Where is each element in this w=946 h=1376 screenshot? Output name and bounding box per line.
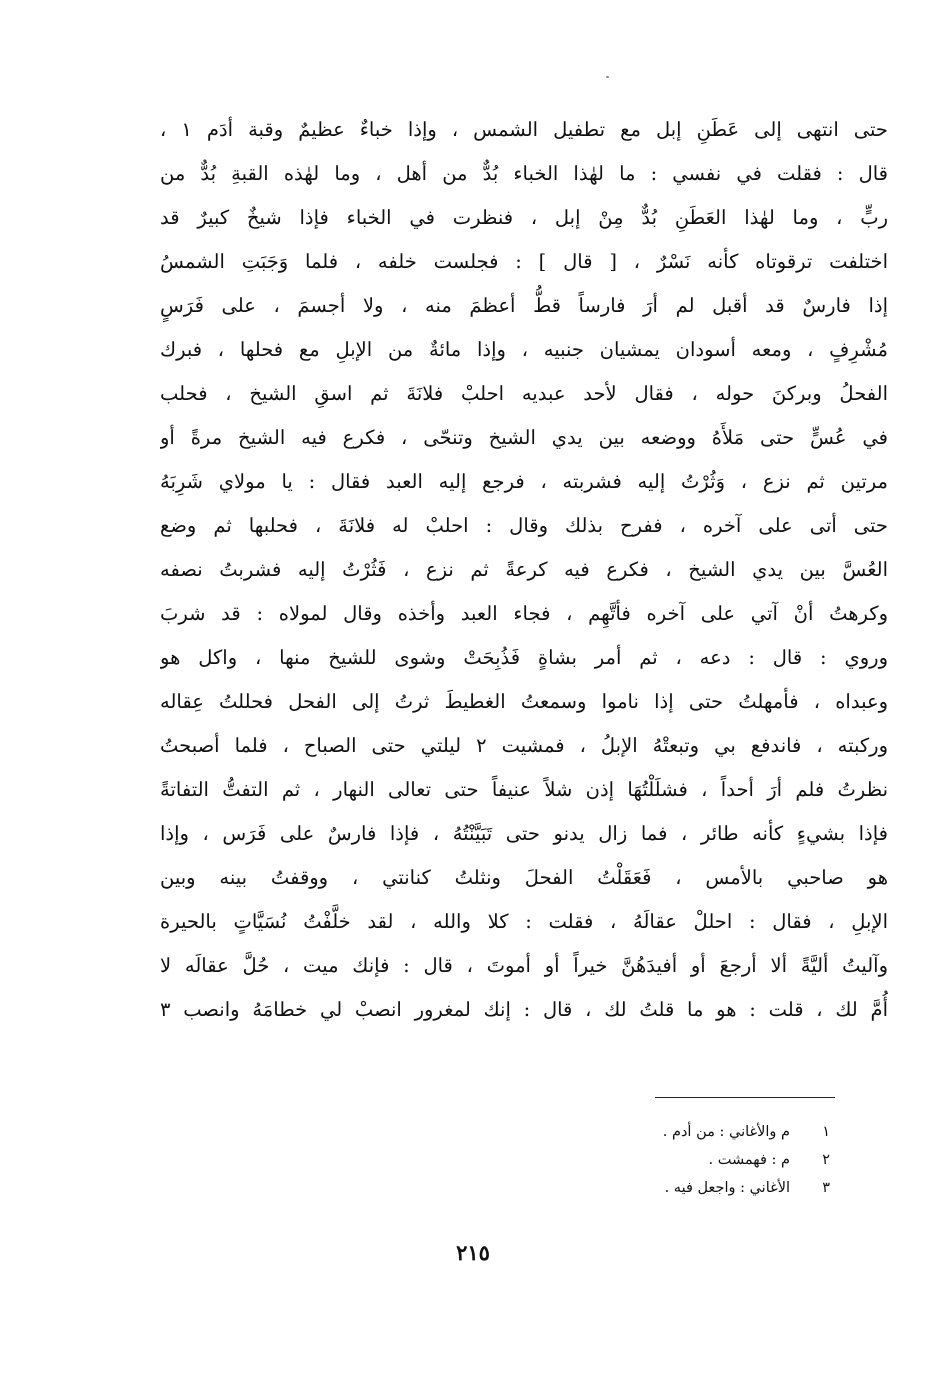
text-line: نظرتُ فلم أرَ أحداً ، فشلَلْتُهَا إذن شلاً عنيفاً حتى تعالى النهار ، ثم التفتُّ التفاتةً [160, 778, 888, 801]
text-line: وروي : قال : دعه ، ثم أمر بشاةٍ فَذُبِحَتْ وشوى للشيخ منها ، واكل هو [160, 646, 888, 669]
text-line: حتى أتى على آخره ، ففرح بذلك وقال : احلبْ له فلانَةَ ، فحلبها ثم وضع [160, 514, 888, 537]
text-line: أُمَّ لك ، قلت : هو ما قلتُ لك ، قال : إنك لمغرور انصبْ لي خطامَهُ وانصب ٣ [160, 998, 888, 1021]
footnote-divider [655, 1097, 835, 1098]
text-line: ربٍّ ، وما لهٰذا العَطَنِ بُدٌّ مِنْ إبل ، فنظرت في الخباء فإذا شيخٌ كبيرٌ قد [160, 206, 888, 229]
footnote-text: م والأغاني : من أدم . [662, 1124, 790, 1140]
text-line: وعبداه ، فأمهلتُ حتى إذا ناموا وسمعتُ الغطيطَ ثرتُ إلى الفحل فحللتُ عِقاله [160, 690, 888, 713]
footnote-number: ٣ [822, 1180, 830, 1196]
footnotes [560, 1118, 830, 1202]
text-line: هو صاحبي بالأمس ، فَعَقَلْتُ الفحلَ ونثلتُ كنانتي ، ووقفتُ بينه وبين [160, 866, 888, 889]
text-line: مرتين ثم نزع ، وَثُرْتُ إليه فشربته ، فرجع إليه العبد فقال : يا مولاي شَرِبَهُ [160, 470, 888, 493]
text-line: وركبته ، فاندفع بي وتبعتْهُ الإبلُ ، فمشيت ٢ ليلتي حتى الصباح ، فلما أصبحتُ [160, 734, 888, 757]
footnote-number: ١ [822, 1124, 830, 1140]
footnote-number: ٢ [822, 1152, 830, 1168]
footnote [560, 1174, 830, 1202]
text-line: الفحلُ وبركنَ حوله ، فقال لأحد عبديه احلبْ فلانَةَ ثم اسقِ الشيخ ، فحلب [160, 382, 888, 405]
text-line: وآليتُ أليَّةً ألا أرجعَ أو أفيدَهُنَّ خيراً أو أموتَ ، قال : فإنك ميت ، حُلَّ عقالَه لا [160, 954, 888, 977]
footnote-text: الأغاني : واجعل فيه . [664, 1180, 790, 1196]
footnote [560, 1146, 830, 1174]
text-line: الإبلِ ، فقال : احللْ عقالَهُ ، فقلت : كلا والله ، لقد خلَّفْتُ نُسَيَّاتٍ بالحيرة [160, 910, 888, 933]
text-line: إذا فارسٌ قد أقبل لم أرَ فارساً قطُّ أعظمَ منه ، ولا أجسمَ ، على فَرَسٍ [160, 294, 888, 317]
text-line: في عُسٍّ حتى مَلأَهُ ووضعه بين يدي الشيخ وتنحّى ، فكرع فيه الشيخ مرةً أو [160, 426, 888, 449]
page-number: ٢١٥ [456, 1240, 490, 1265]
footnote [560, 1118, 830, 1146]
main-text [160, 108, 888, 1032]
text-line: اختلفت ترقوتاه كأنه نَسْرٌ ، [ قال ] : فجلست خلفه ، فلما وَجَبَتِ الشمسُ [160, 250, 888, 273]
text-line: وكرهتُ أنْ آتي على آخره فأتَّهِم ، فجاء العبد وأخذه وقال لمولاه : قد شربَ [160, 602, 888, 625]
text-line: العُسَّ بين يدي الشيخ ، فكرع فيه كرعةً ثم نزع ، فَثُرْتُ إليه فشربتُ نصفه [160, 558, 888, 581]
footnote-text: م : فهمشت . [708, 1152, 790, 1168]
text-line: فإذا بشيءٍ كأنه طائر ، فما زال يدنو حتى تَبَيَّنْتُهُ ، فإذا فارسٌ على فَرَس ، وإذا [160, 822, 888, 845]
scan-speck [606, 76, 609, 78]
text-line: مُشْرِفٍ ، ومعه أسودان يمشيان جنبيه ، وإذا مائةٌ من الإبلِ مع فحلها ، فبرك [160, 338, 888, 361]
text-line: حتى انتهى إلى عَطَنِ إبل مع تطفيل الشمس ، وإذا خباءٌ عظيمٌ وقبة أدَم ١ ، [160, 118, 888, 141]
text-line: قال : فقلت في نفسي : ما لهٰذا الخباء بُدٌّ من أهل ، وما لهٰذه القبةِ بُدٌّ من [160, 162, 888, 185]
